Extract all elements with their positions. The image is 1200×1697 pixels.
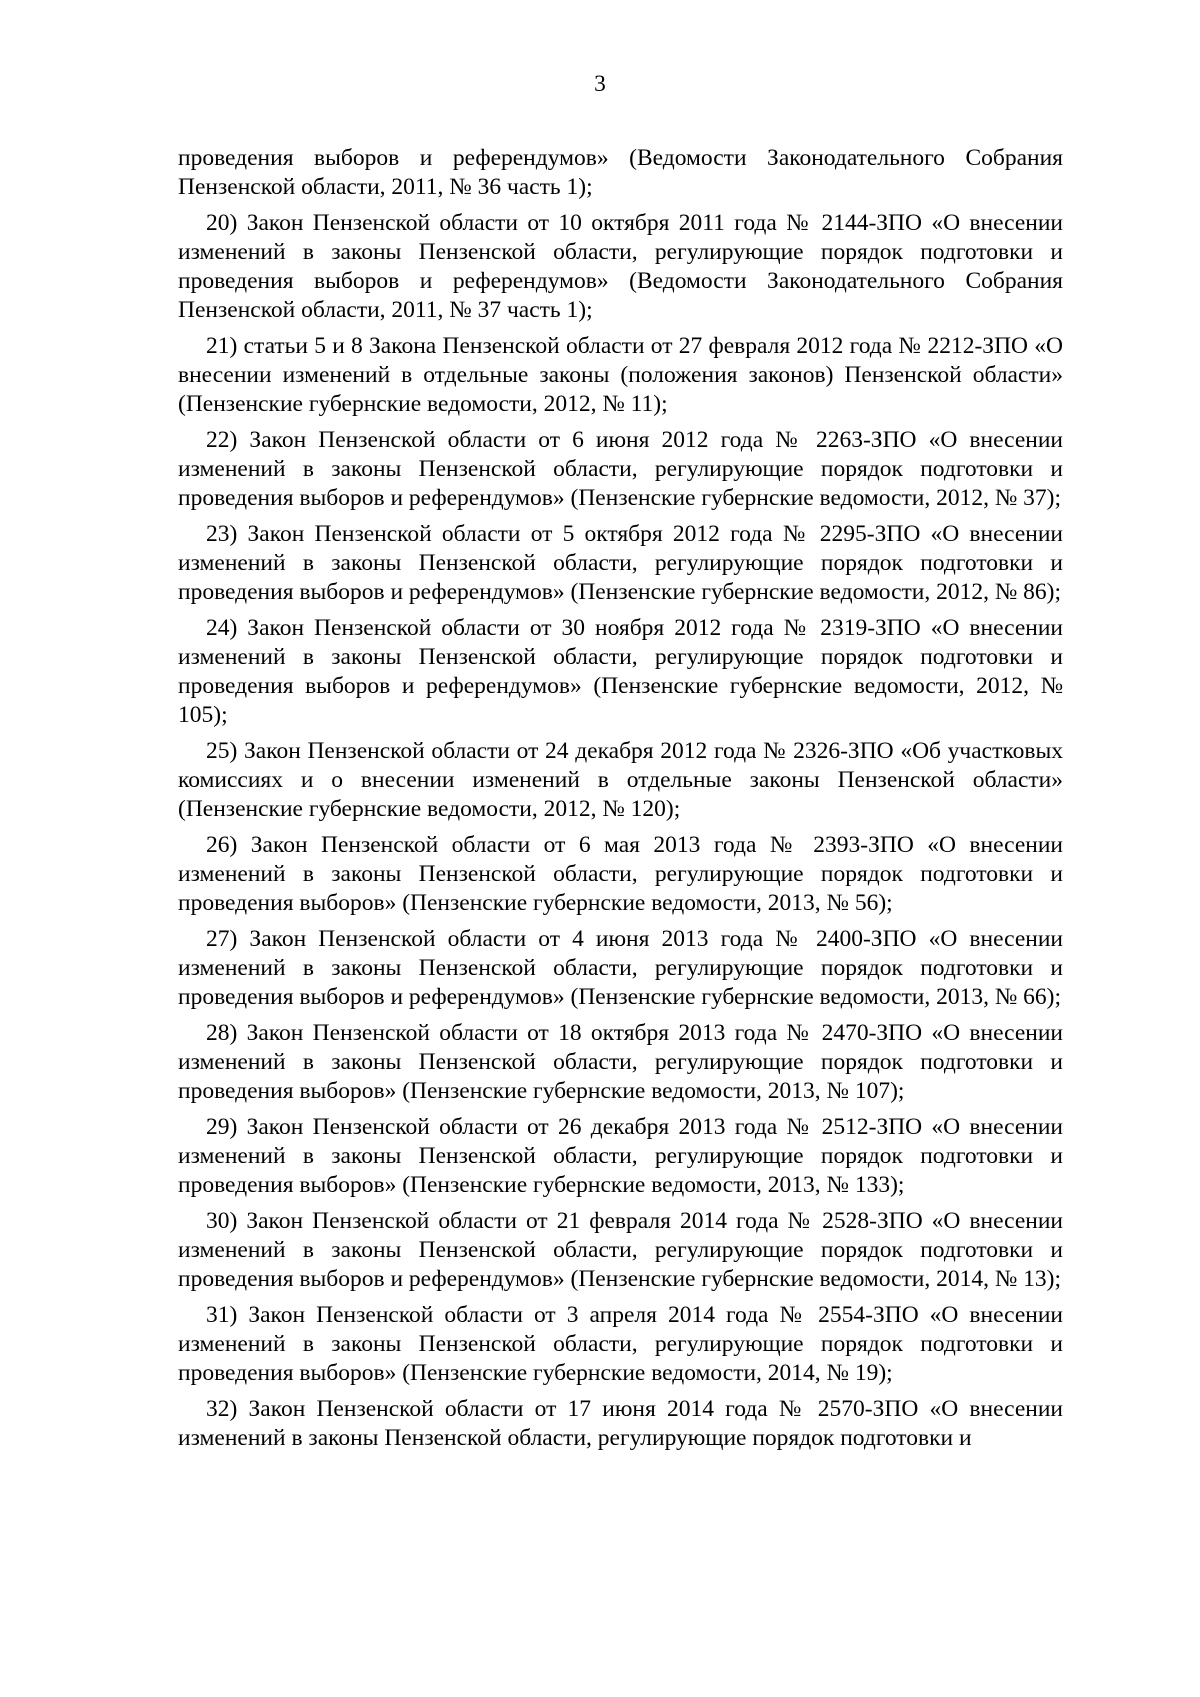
list-item-32: 32) Закон Пензенской области от 17 июня 2014 года № 2570-ЗПО «О внесении изменений в законы Пензенской области, регулирующие порядок подготовки и	[178, 1396, 1063, 1451]
list-item-27: 27) Закон Пензенской области от 4 июня 2013 года № 2400-ЗПО «О внесении изменений в законы Пензенской области, регулирующие порядок подготовки и проведения выборов и референдумов» (Пензенские губернские ведомости, 2013, № 66);	[178, 926, 1063, 1010]
list-item-23: 23) Закон Пензенской области от 5 октября 2012 года № 2295-ЗПО «О внесении изменений в законы Пензенской области, регулирующие порядок подготовки и проведения выборов и референдумов» (Пензенские губернские ведомости, 2012, № 86);	[178, 521, 1063, 605]
list-item-28: 28) Закон Пензенской области от 18 октября 2013 года № 2470-ЗПО «О внесении изменений в законы Пензенской области, регулирующие порядок подготовки и проведения выборов» (Пензенские губернские ведомости, 2013, № 107);	[178, 1020, 1063, 1104]
paragraph-continuation: проведения выборов и референдумов» (Ведомости Законодательного Собрания Пензенской области, 2011, № 36 часть 1);	[178, 145, 1063, 200]
list-item-26: 26) Закон Пензенской области от 6 мая 2013 года № 2393-ЗПО «О внесении изменений в законы Пензенской области, регулирующие порядок подготовки и проведения выборов» (Пензенские губернские ведомости, 2013, № 56);	[178, 832, 1063, 916]
list-item-24: 24) Закон Пензенской области от 30 ноября 2012 года № 2319-ЗПО «О внесении изменений в законы Пензенской области, регулирующие порядок подготовки и проведения выборов и референдумов» (Пензенские губернские ведомости, 2012, № 105);	[178, 615, 1063, 728]
document-body	[178, 144, 1063, 1460]
list-item-29: 29) Закон Пензенской области от 26 декабря 2013 года № 2512-ЗПО «О внесении изменений в законы Пензенской области, регулирующие порядок подготовки и проведения выборов» (Пензенские губернские ведомости, 2013, № 133);	[178, 1114, 1063, 1198]
list-item-30: 30) Закон Пензенской области от 21 февраля 2014 года № 2528-ЗПО «О внесении изменений в законы Пензенской области, регулирующие порядок подготовки и проведения выборов и референдумов» (Пензенские губернские ведомости, 2014, № 13);	[178, 1208, 1063, 1292]
list-item-21: 21) статьи 5 и 8 Закона Пензенской области от 27 февраля 2012 года № 2212-ЗПО «О внесении изменений в отдельные законы (положения законов) Пензенской области» (Пензенские губернские ведомости, 2012, № 11);	[178, 333, 1063, 417]
list-item-31: 31) Закон Пензенской области от 3 апреля 2014 года № 2554-ЗПО «О внесении изменений в законы Пензенской области, регулирующие порядок подготовки и проведения выборов» (Пензенские губернские ведомости, 2014, № 19);	[178, 1302, 1063, 1386]
page-number: 3	[594, 71, 606, 97]
list-item-20: 20) Закон Пензенской области от 10 октября 2011 года № 2144-ЗПО «О внесении изменений в законы Пензенской области, регулирующие порядок подготовки и проведения выборов и референдумов» (Ведомости Законодательного Собрания Пензенской области, 2011, № 37 часть 1);	[178, 210, 1063, 323]
list-item-25: 25) Закон Пензенской области от 24 декабря 2012 года № 2326-ЗПО «Об участковых комиссиях и о внесении изменений в отдельные законы Пензенской области» (Пензенские губернские ведомости, 2012, № 120);	[178, 738, 1063, 822]
list-item-22: 22) Закон Пензенской области от 6 июня 2012 года № 2263-ЗПО «О внесении изменений в законы Пензенской области, регулирующие порядок подготовки и проведения выборов и референдумов» (Пензенские губернские ведомости, 2012, № 37);	[178, 427, 1063, 511]
